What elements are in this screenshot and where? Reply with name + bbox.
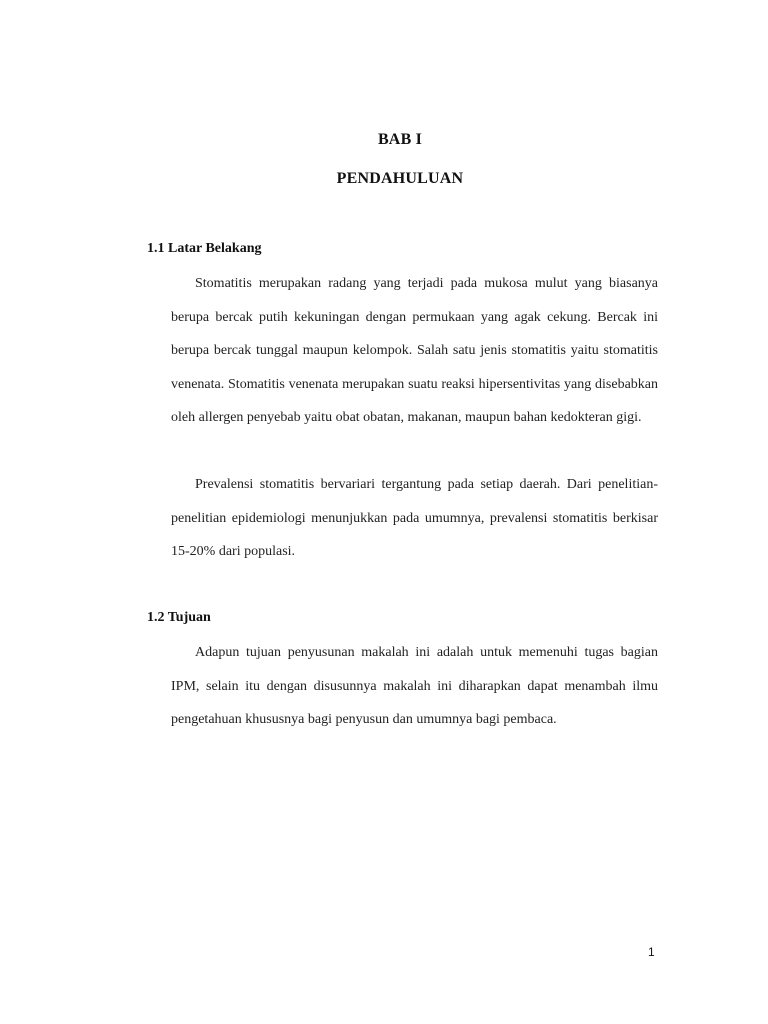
paragraph-prevalence: Prevalensi stomatitis bervariari tergantung pada setiap daerah. Dari penelitian-penelitian epidemiologi menunjukkan pada umumnya, prevalensi stomatitis berkisar 15-20% dari populasi. bbox=[171, 477, 658, 559]
paragraph-stomatitis-definition: Stomatitis merupakan radang yang terjadi pada mukosa mulut yang biasanya berupa bercak putih kekuningan dengan permukaan yang agak cekung. Bercak ini berupa bercak tunggal maupun kelompok. Salah satu jenis stomatitis yaitu stomatitis venenata. Stomatitis venenata merupakan suatu reaksi hipersentivitas yang disebabkan oleh allergen penyebab yaitu obat obatan, makanan, maupun bahan kedokteran gigi. bbox=[171, 276, 658, 425]
section-heading-tujuan: 1.2 Tujuan bbox=[147, 610, 211, 625]
paragraph-purpose: Adapun tujuan penyusunan makalah ini adalah untuk memenuhi tugas bagian IPM, selain itu dengan disusunnya makalah ini diharapkan dapat menambah ilmu pengetahuan khususnya bagi penyusun dan umumnya bagi pembaca. bbox=[171, 645, 658, 727]
chapter-label: BAB I bbox=[377, 131, 423, 148]
page-number: 1 bbox=[648, 945, 655, 959]
chapter-title: PENDAHULUAN bbox=[336, 170, 464, 187]
section-heading-latar-belakang: 1.1 Latar Belakang bbox=[147, 241, 262, 256]
